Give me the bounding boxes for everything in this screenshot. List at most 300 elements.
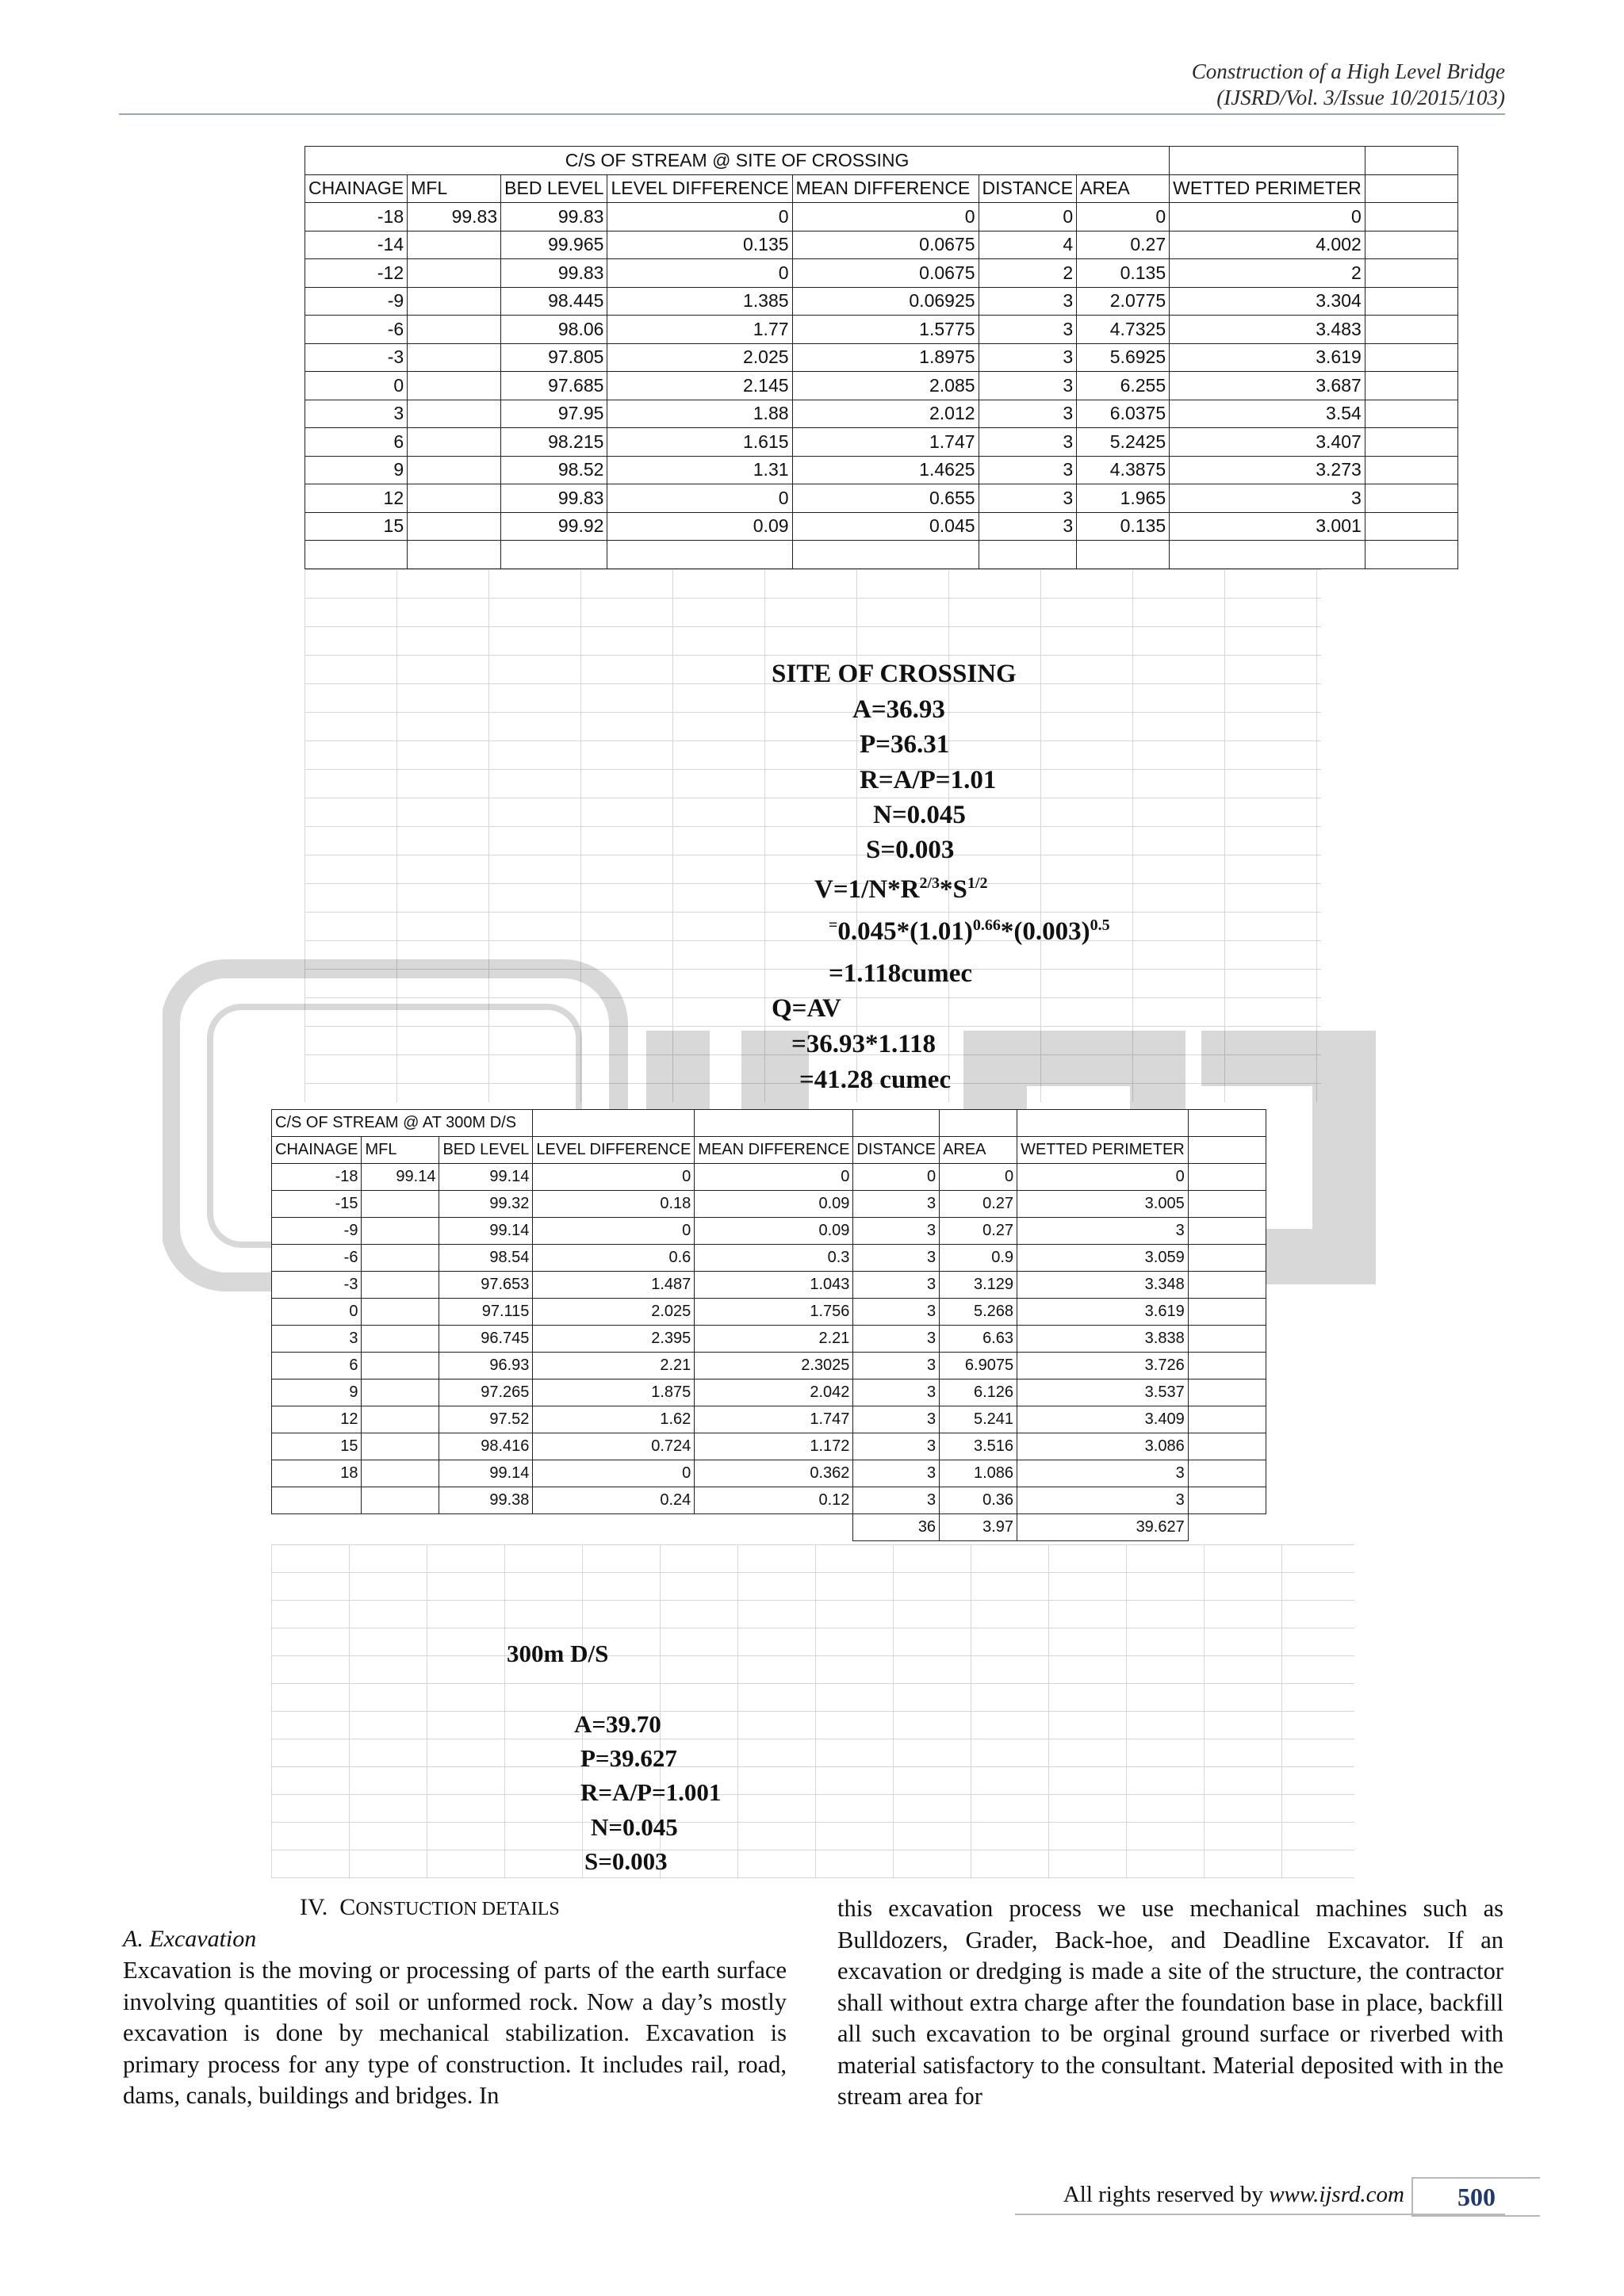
table-cell: 5.241 — [940, 1406, 1017, 1433]
table-cell: 12 — [305, 484, 408, 513]
calc-area: A=36.93 — [852, 695, 945, 724]
column-header: BED LEVEL — [501, 174, 607, 203]
column-header: MEAN DIFFERENCE — [695, 1137, 853, 1164]
table-cell: 0.0675 — [792, 231, 979, 259]
substitution-b: *(0.003) — [1000, 917, 1090, 946]
table-cell — [408, 259, 501, 288]
table-row — [305, 484, 1458, 513]
table-cell: 2.0775 — [1077, 287, 1170, 316]
empty-cell — [940, 1110, 1017, 1137]
table-cell: 1.172 — [695, 1433, 853, 1460]
table-cell: 0.06925 — [792, 287, 979, 316]
table-cell — [362, 1299, 439, 1326]
table-cell: 3 — [853, 1406, 940, 1433]
velocity-exp-1: 2/3 — [919, 874, 940, 892]
table-cell: 98.215 — [501, 428, 607, 457]
table-cell: 99.14 — [439, 1460, 533, 1487]
table-cell: 97.805 — [501, 343, 607, 372]
table-cell: 1.875 — [533, 1380, 695, 1406]
column-header: LEVEL DIFFERENCE — [607, 174, 792, 203]
table-cell: 1.965 — [1077, 484, 1170, 513]
empty-cell — [1188, 1460, 1266, 1487]
table-cell: 3 — [979, 316, 1077, 344]
column-header: LEVEL DIFFERENCE — [533, 1137, 695, 1164]
empty-cell — [1188, 1487, 1266, 1514]
table-cell: -3 — [272, 1272, 362, 1299]
table-cell: 4 — [979, 231, 1077, 259]
table-row — [305, 343, 1458, 372]
table-title: C/S OF STREAM @ AT 300M D/S — [272, 1110, 533, 1137]
empty-cell — [1365, 231, 1457, 259]
table-cell: 3.838 — [1017, 1326, 1189, 1353]
empty-cell — [1365, 316, 1457, 344]
section-title-initial: C — [339, 1894, 356, 1920]
table-cell: 2 — [1170, 259, 1365, 288]
calc-slope: S=0.003 — [866, 836, 955, 864]
table-title: C/S OF STREAM @ SITE OF CROSSING — [305, 147, 1170, 175]
table-cell: 98.416 — [439, 1433, 533, 1460]
table-cell: -9 — [272, 1218, 362, 1245]
table-cell: -18 — [272, 1164, 362, 1191]
table-row — [272, 1164, 1266, 1191]
table-cell — [362, 1487, 439, 1514]
table-cell: 1.31 — [607, 456, 792, 484]
table-cell: 3 — [1017, 1487, 1189, 1514]
table-cell — [362, 1460, 439, 1487]
section-title-rest: ONSTUCTION DETAILS — [355, 1899, 560, 1919]
table-cell: 3.086 — [1017, 1433, 1189, 1460]
column-header: MFL — [408, 174, 501, 203]
table-cell: 4.002 — [1170, 231, 1365, 259]
table-cell: 0 — [1170, 203, 1365, 232]
table-cell: 3.304 — [1170, 287, 1365, 316]
table-cell: 97.653 — [439, 1272, 533, 1299]
table-row — [305, 512, 1458, 541]
empty-cell — [1188, 1110, 1266, 1137]
table-cell: 0 — [533, 1460, 695, 1487]
calc2-perimeter: P=39.627 — [580, 1744, 677, 1772]
calc-discharge-substitution: =36.93*1.118 — [791, 1030, 936, 1058]
table-cell: 0.655 — [792, 484, 979, 513]
table-cell: 96.745 — [439, 1326, 533, 1353]
calc-velocity-substitution — [829, 916, 1110, 947]
table-cell: 3 — [853, 1218, 940, 1245]
table-cell — [408, 343, 501, 372]
table-cell: 0.27 — [940, 1191, 1017, 1218]
table-cell: 3 — [272, 1326, 362, 1353]
table-cell: 99.38 — [439, 1487, 533, 1514]
empty-cell — [1365, 484, 1457, 513]
calc-velocity-formula — [814, 874, 987, 905]
empty-cell — [1188, 1406, 1266, 1433]
table-cell: 3 — [853, 1245, 940, 1272]
table-cell: 15 — [305, 512, 408, 541]
footer-rights — [1063, 2182, 1404, 2208]
table-cell: 98.52 — [501, 456, 607, 484]
total-cell: 3.97 — [940, 1514, 1017, 1541]
calc-discharge-result: =41.28 cumec — [799, 1066, 952, 1094]
table-cell: 6 — [272, 1353, 362, 1380]
calc-heading-site-of-crossing: SITE OF CROSSING — [772, 660, 1017, 688]
table-cell: 2.042 — [695, 1380, 853, 1406]
table-cell: 99.92 — [501, 512, 607, 541]
table-row — [272, 1191, 1266, 1218]
calc-perimeter: P=36.31 — [860, 730, 950, 759]
table-cell: 99.965 — [501, 231, 607, 259]
table-cell: 5.2425 — [1077, 428, 1170, 457]
empty-cell — [1188, 1164, 1266, 1191]
table-cell: 0.135 — [1077, 512, 1170, 541]
substitution-exp-1: 0.66 — [972, 916, 1001, 934]
table-cell: 99.14 — [439, 1218, 533, 1245]
table-cell — [362, 1245, 439, 1272]
column-header: DISTANCE — [979, 174, 1077, 203]
table-cell: 1.615 — [607, 428, 792, 457]
table-cell: 3.407 — [1170, 428, 1365, 457]
empty-cell — [1365, 541, 1457, 569]
empty-cell — [1188, 1433, 1266, 1460]
cross-section-site-of-crossing-table — [304, 146, 1458, 569]
empty-cell — [1365, 372, 1457, 400]
column-header: MFL — [362, 1137, 439, 1164]
velocity-mid: *S — [940, 875, 967, 904]
calc2-roughness: N=0.045 — [591, 1813, 678, 1841]
empty-cell — [1365, 287, 1457, 316]
table-cell: 0.3 — [695, 1245, 853, 1272]
table-cell: 6.0375 — [1077, 400, 1170, 428]
table-cell: 3 — [1017, 1460, 1189, 1487]
table-cell: 3.273 — [1170, 456, 1365, 484]
table-cell: 3.726 — [1017, 1353, 1189, 1380]
table-row — [272, 1272, 1266, 1299]
table-cell: 1.88 — [607, 400, 792, 428]
empty-cell — [1188, 1272, 1266, 1299]
table-cell: 3.619 — [1017, 1299, 1189, 1326]
table-cell: 99.14 — [362, 1164, 439, 1191]
table-cell: 0.135 — [607, 231, 792, 259]
table-cell: 3 — [1017, 1218, 1189, 1245]
table-cell: 3.516 — [940, 1433, 1017, 1460]
table-cell: 0 — [979, 203, 1077, 232]
table-cell: 6.9075 — [940, 1353, 1017, 1380]
table-cell: 1.77 — [607, 316, 792, 344]
empty-cell — [1188, 1191, 1266, 1218]
table-cell: 1.385 — [607, 287, 792, 316]
table-cell: 2.085 — [792, 372, 979, 400]
table-cell: 3 — [853, 1326, 940, 1353]
table-cell: 2.3025 — [695, 1353, 853, 1380]
empty-cell — [501, 541, 607, 569]
table-cell: 0 — [1077, 203, 1170, 232]
table-row — [305, 203, 1458, 232]
calc-discharge-formula: Q=AV — [772, 994, 841, 1023]
table-cell: 0.724 — [533, 1433, 695, 1460]
table-cell: 99.83 — [501, 203, 607, 232]
table-cell: 3 — [853, 1272, 940, 1299]
table-cell: 3 — [979, 400, 1077, 428]
table-cell: 3 — [853, 1353, 940, 1380]
table-cell: 0 — [1017, 1164, 1189, 1191]
table-cell: 0.09 — [695, 1191, 853, 1218]
table-cell: 2.012 — [792, 400, 979, 428]
empty-cell — [1365, 456, 1457, 484]
table-cell: 3 — [979, 512, 1077, 541]
table-cell — [408, 287, 501, 316]
empty-cell — [695, 1110, 853, 1137]
column-header: AREA — [940, 1137, 1017, 1164]
table-cell — [362, 1433, 439, 1460]
empty-cell — [1188, 1326, 1266, 1353]
empty-cell — [1188, 1380, 1266, 1406]
section-heading — [300, 1894, 560, 1921]
table-cell — [362, 1380, 439, 1406]
table-row — [272, 1406, 1266, 1433]
table-cell: -14 — [305, 231, 408, 259]
table-cell: 6 — [305, 428, 408, 457]
velocity-exp-2: 1/2 — [967, 874, 988, 892]
table-cell: 18 — [272, 1460, 362, 1487]
table-cell: -3 — [305, 343, 408, 372]
table-cell — [408, 484, 501, 513]
empty-cell — [979, 541, 1077, 569]
table-cell: 97.95 — [501, 400, 607, 428]
table-cell: 98.06 — [501, 316, 607, 344]
substitution-exp-2: 0.5 — [1090, 916, 1110, 934]
table-cell: 0.27 — [940, 1218, 1017, 1245]
table-cell: 0.09 — [607, 512, 792, 541]
table-cell: 3 — [853, 1433, 940, 1460]
table-cell: -6 — [272, 1245, 362, 1272]
table-cell: 0 — [533, 1218, 695, 1245]
journal-reference: (IJSRD/Vol. 3/Issue 10/2015/103) — [1216, 86, 1505, 109]
table-cell: 3 — [305, 400, 408, 428]
table-row — [305, 231, 1458, 259]
table-cell: 97.265 — [439, 1380, 533, 1406]
table-cell: 1.747 — [695, 1406, 853, 1433]
empty-cell — [1188, 1353, 1266, 1380]
table-cell — [362, 1191, 439, 1218]
table-cell: 4.7325 — [1077, 316, 1170, 344]
table-cell: 4.3875 — [1077, 456, 1170, 484]
table-cell: -12 — [305, 259, 408, 288]
column-header: DISTANCE — [853, 1137, 940, 1164]
table-row — [272, 1326, 1266, 1353]
table-cell: 3 — [979, 287, 1077, 316]
table-cell: 3.687 — [1170, 372, 1365, 400]
table-cell: 99.14 — [439, 1164, 533, 1191]
empty-cell — [1365, 400, 1457, 428]
empty-cell — [533, 1110, 695, 1137]
table-cell: 3.537 — [1017, 1380, 1189, 1406]
column-header: WETTED PERIMETER — [1017, 1137, 1189, 1164]
table-cell: 0.362 — [695, 1460, 853, 1487]
table-cell: 0.12 — [695, 1487, 853, 1514]
column-header: WETTED PERIMETER — [1170, 174, 1365, 203]
table-row — [272, 1380, 1266, 1406]
table-cell: 97.685 — [501, 372, 607, 400]
subsection-heading: A. Excavation — [123, 1926, 257, 1952]
table-cell: 3 — [853, 1460, 940, 1487]
table-totals-row — [272, 1514, 1266, 1541]
table-cell — [272, 1487, 362, 1514]
empty-cell — [1188, 1299, 1266, 1326]
table-cell — [362, 1326, 439, 1353]
table-cell: 97.52 — [439, 1406, 533, 1433]
table-cell: 15 — [272, 1433, 362, 1460]
table-cell: 0.36 — [940, 1487, 1017, 1514]
table-cell: -9 — [305, 287, 408, 316]
table-cell: 3.348 — [1017, 1272, 1189, 1299]
table-cell: 5.268 — [940, 1299, 1017, 1326]
table-cell: 1.043 — [695, 1272, 853, 1299]
table-title-row — [305, 147, 1458, 175]
empty-cell — [533, 1514, 695, 1541]
table-cell: 0 — [607, 259, 792, 288]
table-row — [272, 1460, 1266, 1487]
velocity-base: V=1/N*R — [814, 875, 920, 904]
table-cell: 0 — [853, 1164, 940, 1191]
body-left-column: Excavation is the moving or processing of parts of the earth surface involving quantities of soil or unformed rock. Now a day’s mostly excavation is done by mechanical stabilization. Excavation is primary process for any type of construction. It includes rail, road, dams, canals, buildings and bridges. In — [123, 1957, 787, 2109]
table-cell — [408, 231, 501, 259]
table-cell: 3 — [979, 343, 1077, 372]
table-cell: 3 — [853, 1299, 940, 1326]
column-header: BED LEVEL — [439, 1137, 533, 1164]
running-header — [1192, 59, 1505, 111]
table-cell: 3.54 — [1170, 400, 1365, 428]
table-cell: 2 — [979, 259, 1077, 288]
table-cell: 1.487 — [533, 1272, 695, 1299]
table-cell — [408, 512, 501, 541]
table-cell: 3.619 — [1170, 343, 1365, 372]
empty-cell — [1365, 147, 1457, 175]
table-cell: 3 — [979, 372, 1077, 400]
table-cell: 3 — [853, 1191, 940, 1218]
header-rule — [119, 113, 1505, 115]
table-cell — [362, 1218, 439, 1245]
table-cell: 6.126 — [940, 1380, 1017, 1406]
table-cell: 9 — [272, 1380, 362, 1406]
calc2-heading: 300m D/S — [507, 1640, 609, 1667]
table-cell: 3.409 — [1017, 1406, 1189, 1433]
footer-site-link[interactable]: www.ijsrd.com — [1269, 2182, 1404, 2207]
table-cell: 3.483 — [1170, 316, 1365, 344]
table-cell: 0.6 — [533, 1245, 695, 1272]
calc2-hydraulic-radius: R=A/P=1.001 — [580, 1778, 722, 1806]
table-blank-row — [305, 541, 1458, 569]
empty-cell — [1077, 541, 1170, 569]
empty-cell — [1365, 343, 1457, 372]
table-cell: 0.045 — [792, 512, 979, 541]
table-cell: 98.54 — [439, 1245, 533, 1272]
table-cell: -18 — [305, 203, 408, 232]
table-cell: -6 — [305, 316, 408, 344]
empty-cell — [1170, 147, 1365, 175]
cross-section-300m-downstream-table — [271, 1109, 1266, 1541]
empty-cell — [853, 1110, 940, 1137]
table-cell: 1.747 — [792, 428, 979, 457]
empty-cell — [1188, 1514, 1266, 1541]
table-row — [305, 259, 1458, 288]
table-cell: 0 — [695, 1164, 853, 1191]
empty-cell — [1170, 541, 1365, 569]
table-cell: 1.4625 — [792, 456, 979, 484]
table-cell: 0.9 — [940, 1245, 1017, 1272]
empty-cell — [408, 541, 501, 569]
table-cell: 2.025 — [607, 343, 792, 372]
table-row — [305, 428, 1458, 457]
table-cell: 99.83 — [501, 259, 607, 288]
empty-cell — [1365, 174, 1457, 203]
table-row — [272, 1353, 1266, 1380]
table-cell: 0 — [792, 203, 979, 232]
table-row — [305, 316, 1458, 344]
substitution-equals: = — [829, 916, 838, 934]
table-title-row — [272, 1110, 1266, 1137]
calc2-slope: S=0.003 — [584, 1847, 668, 1875]
table-cell — [408, 456, 501, 484]
table-cell: 0 — [305, 372, 408, 400]
column-header: CHAINAGE — [305, 174, 408, 203]
page-number: 500 — [1411, 2177, 1540, 2217]
table-row — [305, 372, 1458, 400]
table-cell: 3.129 — [940, 1272, 1017, 1299]
table-cell — [408, 316, 501, 344]
table-cell: 3.059 — [1017, 1245, 1189, 1272]
table-row — [305, 456, 1458, 484]
table-cell: 2.395 — [533, 1326, 695, 1353]
column-header: CHAINAGE — [272, 1137, 362, 1164]
table-cell: 3 — [853, 1487, 940, 1514]
empty-cell — [1188, 1245, 1266, 1272]
table-cell: 3 — [979, 484, 1077, 513]
table-cell: 99.83 — [501, 484, 607, 513]
table-cell: 0 — [272, 1299, 362, 1326]
empty-cell — [607, 541, 792, 569]
table-cell: 1.62 — [533, 1406, 695, 1433]
table-row — [272, 1299, 1266, 1326]
table-cell: 99.83 — [408, 203, 501, 232]
table-cell: 0.24 — [533, 1487, 695, 1514]
empty-cell — [695, 1514, 853, 1541]
substitution-a: 0.045*(1.01) — [837, 917, 973, 946]
empty-cell — [305, 541, 408, 569]
table-cell: 3 — [979, 428, 1077, 457]
table-cell: 0 — [607, 203, 792, 232]
column-header: MEAN DIFFERENCE — [792, 174, 979, 203]
calc-velocity-result: =1.118cumec — [829, 959, 973, 988]
table-cell: 1.086 — [940, 1460, 1017, 1487]
body-right-column: this excavation process we use mechanical machines such as Bulldozers, Grader, Back-hoe, and Deadline Excavator. If an excavation or dredging is made a site of the structure, the contractor shall without extra charge after the foundation base in place, backfill all such excavation to be orginal ground surface or riverbed with material satisfactory to the consultant. Material deposited with in the stream area for — [837, 1895, 1503, 2110]
table-cell: 3.005 — [1017, 1191, 1189, 1218]
table-row — [272, 1218, 1266, 1245]
table-cell: 1.5775 — [792, 316, 979, 344]
table-cell — [362, 1406, 439, 1433]
table-cell: 12 — [272, 1406, 362, 1433]
table-cell: -15 — [272, 1191, 362, 1218]
calc-hydraulic-radius: R=A/P=1.01 — [860, 766, 997, 794]
table-cell: 0.18 — [533, 1191, 695, 1218]
empty-cell — [1017, 1110, 1189, 1137]
table-cell: 3.001 — [1170, 512, 1365, 541]
table-cell: 2.21 — [695, 1326, 853, 1353]
table-cell: 1.756 — [695, 1299, 853, 1326]
table-cell: 3 — [979, 456, 1077, 484]
table-row — [305, 287, 1458, 316]
footer-rights-text: All rights reserved by — [1063, 2182, 1270, 2207]
table-cell: 99.32 — [439, 1191, 533, 1218]
empty-cell — [1188, 1218, 1266, 1245]
calc-roughness: N=0.045 — [873, 801, 966, 829]
